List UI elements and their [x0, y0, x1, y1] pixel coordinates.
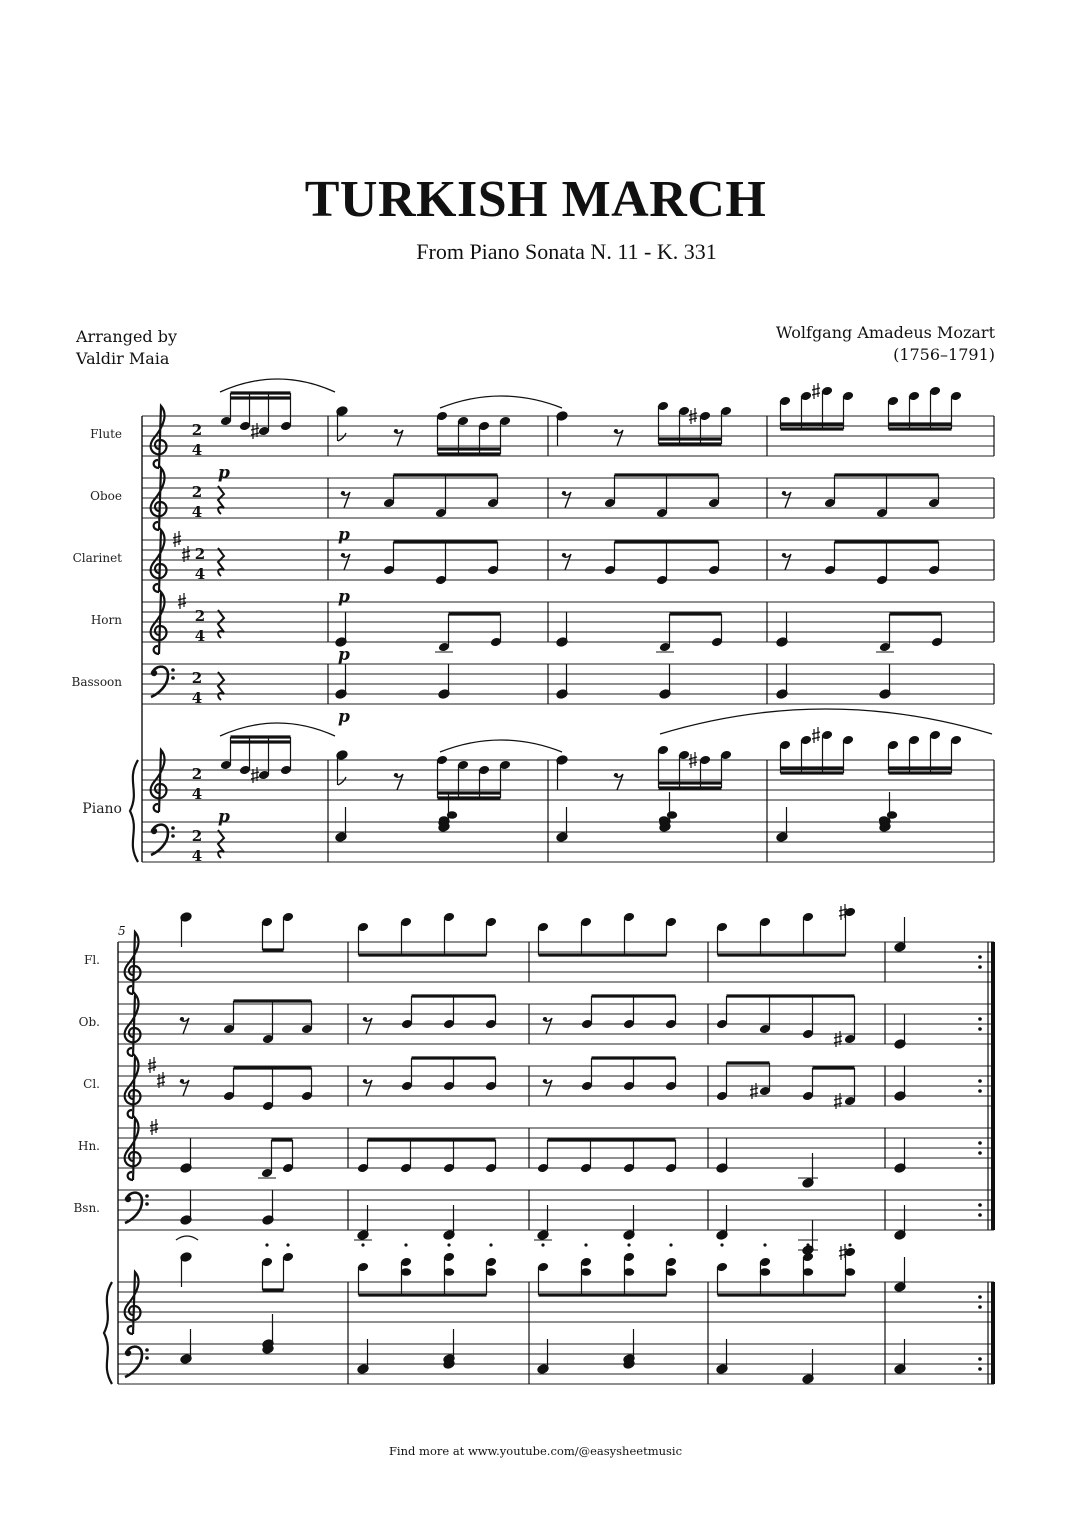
note-head — [887, 811, 897, 819]
staccato-dot — [720, 1243, 723, 1246]
time-signature-bottom: 4 — [194, 565, 206, 583]
repeat-dot — [978, 1367, 982, 1371]
eighth-rest-icon — [782, 553, 786, 557]
quarter-rest-icon — [218, 830, 224, 858]
note-head — [624, 1268, 634, 1276]
note-head — [439, 816, 449, 824]
score-title: TURKISH MARCH — [304, 171, 767, 228]
arranger-label: Arranged by — [76, 327, 178, 346]
sharp-icon — [834, 1093, 842, 1109]
quarter-rest-icon — [218, 548, 224, 576]
score-subtitle: From Piano Sonata N. 11 - K. 331 — [416, 239, 717, 264]
eighth-rest-icon — [394, 773, 398, 777]
sharp-icon — [750, 1083, 758, 1099]
note-head — [845, 1268, 855, 1276]
staccato-dot — [669, 1243, 672, 1246]
instrument-label: Oboe — [90, 489, 122, 503]
staccato-dot — [627, 1243, 630, 1246]
treble-clef-icon — [125, 1118, 141, 1180]
time-signature-bottom: 4 — [191, 441, 203, 459]
arranger-name: Valdir Maia — [76, 349, 170, 368]
treble-clef-icon — [125, 994, 141, 1056]
instrument-label: Bsn. — [73, 1201, 100, 1215]
bass-clef-dot — [145, 1348, 149, 1352]
repeat-dot — [978, 1203, 982, 1207]
bass-clef-dot — [145, 1356, 149, 1360]
bass-clef-dot — [171, 668, 175, 672]
bass-clef-dot — [171, 676, 175, 680]
eighth-rest-icon — [341, 553, 345, 557]
note-head — [760, 1268, 770, 1276]
time-signature-top: 2 — [191, 483, 203, 501]
eighth-rest-icon — [180, 1079, 184, 1083]
staccato-dot — [286, 1243, 289, 1246]
note-head — [444, 1268, 454, 1276]
instrument-label: Ob. — [78, 1015, 100, 1029]
staccato-dot — [584, 1243, 587, 1246]
instrument-label: Bassoon — [71, 675, 122, 689]
bass-clef-dot — [125, 1350, 131, 1356]
repeat-dot — [978, 1357, 982, 1361]
dynamic-marking: p — [338, 707, 350, 727]
eighth-rest-icon — [782, 491, 786, 495]
time-signature-top: 2 — [191, 765, 203, 783]
eighth-rest-icon — [180, 1017, 184, 1021]
time-signature-bottom: 4 — [194, 627, 206, 645]
piano-brace — [130, 760, 138, 862]
eighth-rest-icon — [341, 491, 345, 495]
staccato-dot — [447, 1243, 450, 1246]
slur — [440, 396, 562, 408]
composer-dates: (1756–1791) — [893, 345, 995, 364]
treble-clef-icon — [151, 750, 167, 812]
eighth-rest-icon — [614, 429, 618, 433]
instrument-label: Clarinet — [72, 551, 122, 565]
repeat-dot — [978, 1213, 982, 1217]
note-head — [666, 1268, 676, 1276]
treble-clef-icon — [125, 932, 141, 994]
note-head — [659, 816, 669, 824]
quarter-rest-icon — [218, 610, 224, 638]
bass-clef-dot — [171, 834, 175, 838]
time-signature-bottom: 4 — [191, 847, 203, 865]
time-signature-top: 2 — [194, 607, 206, 625]
eighth-rest-icon — [562, 491, 566, 495]
slur — [176, 1236, 198, 1240]
final-barline — [991, 1282, 995, 1384]
instrument-label: Fl. — [84, 953, 100, 967]
treble-clef-icon — [151, 592, 167, 654]
system-1 — [72, 379, 994, 865]
footer-link: Find more at www.youtube.com/@easysheetmusic — [388, 1444, 683, 1458]
staccato-dot — [806, 1243, 809, 1246]
sharp-icon — [178, 593, 186, 609]
dynamic-marking: p — [338, 587, 350, 607]
sharp-icon — [150, 1119, 158, 1135]
eighth-rest-icon — [543, 1017, 547, 1021]
note-head — [486, 1268, 496, 1276]
note-head — [581, 1268, 591, 1276]
bass-clef-dot — [145, 1202, 149, 1206]
staccato-dot — [404, 1243, 407, 1246]
system-2 — [73, 904, 995, 1384]
treble-clef-icon — [125, 1056, 141, 1118]
sharp-icon — [812, 727, 820, 743]
repeat-dot — [978, 1089, 982, 1093]
note-head — [447, 811, 457, 819]
eighth-rest-icon — [562, 553, 566, 557]
instrument-label: Flute — [90, 427, 122, 441]
slur — [660, 709, 992, 734]
note-head — [401, 1268, 411, 1276]
repeat-dot — [978, 1027, 982, 1031]
repeat-dot — [978, 1079, 982, 1083]
treble-clef-icon — [151, 406, 167, 468]
instrument-label: Hn. — [77, 1139, 100, 1153]
eighth-rest-icon — [363, 1017, 367, 1021]
slur — [220, 379, 335, 392]
sharp-icon — [834, 1031, 842, 1047]
quarter-rest-icon — [218, 486, 224, 514]
eighth-rest-icon — [543, 1079, 547, 1083]
repeat-dot — [978, 1141, 982, 1145]
dynamic-marking: p — [338, 525, 350, 545]
repeat-dot — [978, 965, 982, 969]
sharp-icon — [148, 1057, 156, 1073]
staccato-dot — [848, 1243, 851, 1246]
repeat-dot — [978, 1151, 982, 1155]
time-signature-bottom: 4 — [191, 503, 203, 521]
piano-brace — [104, 1282, 112, 1384]
measure-number: 5 — [118, 924, 126, 938]
note-flag — [338, 777, 346, 785]
treble-clef-icon — [151, 530, 167, 592]
bass-clef-dot — [151, 670, 157, 676]
quarter-rest-icon — [218, 672, 224, 700]
dynamic-marking: p — [218, 463, 230, 483]
eighth-rest-icon — [614, 773, 618, 777]
slur — [220, 723, 335, 736]
note-head — [667, 811, 677, 819]
note-head — [803, 1268, 813, 1276]
sharp-icon — [251, 767, 259, 783]
staccato-dot — [541, 1243, 544, 1246]
sharp-icon — [251, 423, 259, 439]
repeat-dot — [978, 1305, 982, 1309]
sharp-icon — [812, 383, 820, 399]
time-signature-bottom: 4 — [191, 689, 203, 707]
time-signature-top: 2 — [194, 545, 206, 563]
time-signature-top: 2 — [191, 827, 203, 845]
note-flag — [338, 433, 346, 441]
slur — [440, 740, 562, 752]
staccato-dot — [361, 1243, 364, 1246]
sharp-icon — [173, 531, 181, 547]
instrument-label-piano: Piano — [82, 801, 122, 817]
eighth-rest-icon — [394, 429, 398, 433]
instrument-label: Horn — [90, 613, 122, 627]
note-head — [879, 816, 889, 824]
eighth-rest-icon — [363, 1079, 367, 1083]
repeat-dot — [978, 1017, 982, 1021]
bass-clef-dot — [171, 826, 175, 830]
repeat-dot — [978, 955, 982, 959]
bass-clef-dot — [151, 828, 157, 834]
dynamic-marking: p — [338, 645, 350, 665]
instrument-label: Cl. — [83, 1077, 100, 1091]
staccato-dot — [265, 1243, 268, 1246]
time-signature-top: 2 — [191, 669, 203, 687]
staccato-dot — [763, 1243, 766, 1246]
time-signature-top: 2 — [191, 421, 203, 439]
staccato-dot — [489, 1243, 492, 1246]
dynamic-marking: p — [218, 807, 230, 827]
final-barline — [991, 942, 995, 1230]
repeat-dot — [978, 1295, 982, 1299]
treble-clef-icon — [151, 468, 167, 530]
composer-name: Wolfgang Amadeus Mozart — [775, 323, 995, 342]
bass-clef-dot — [125, 1196, 131, 1202]
bass-clef-dot — [145, 1194, 149, 1198]
time-signature-bottom: 4 — [191, 785, 203, 803]
treble-clef-icon — [125, 1272, 141, 1334]
